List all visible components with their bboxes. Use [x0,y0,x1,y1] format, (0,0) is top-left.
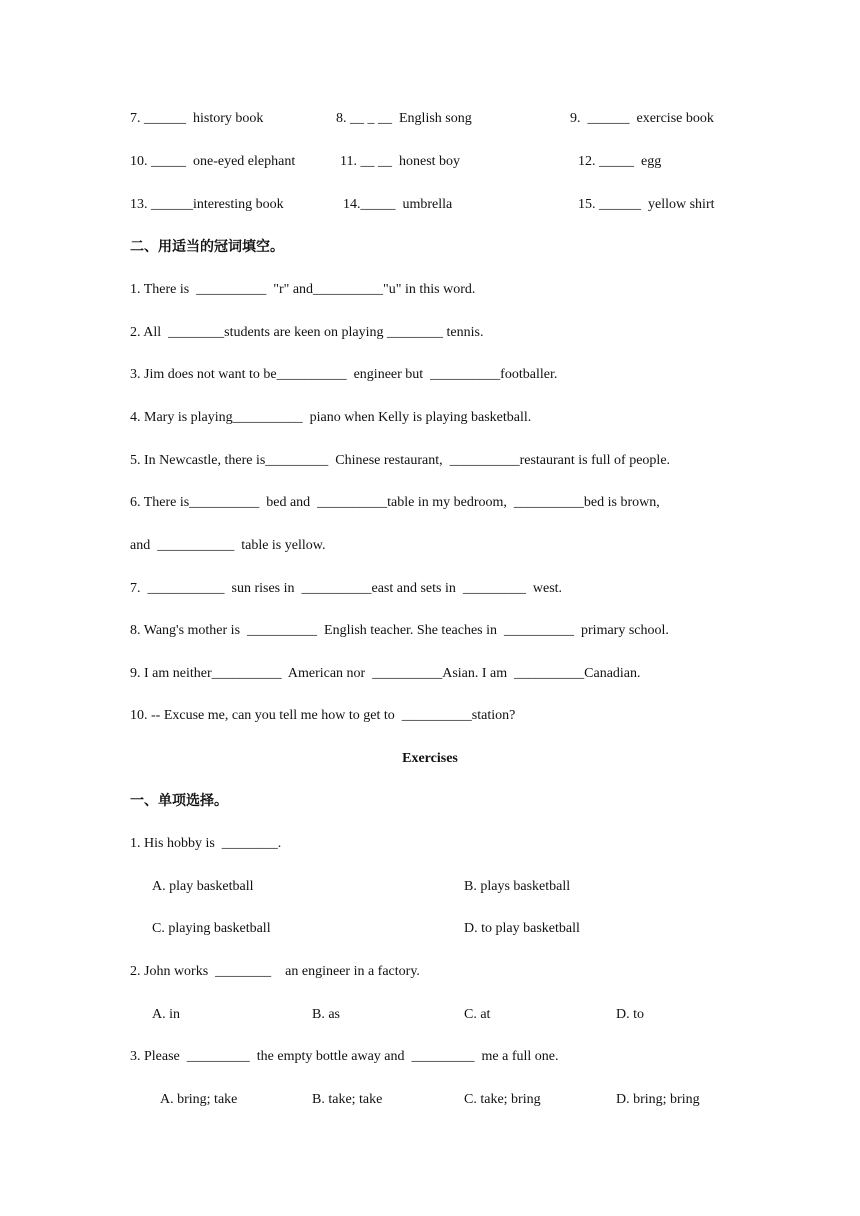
exercises-title: Exercises [402,751,458,766]
option-c: C. at [464,1007,491,1022]
question-line: 2. All ________students are keen on playing ________ tennis. [130,325,484,340]
option-a: A. play basketball [152,879,254,894]
option-b: B. take; take [312,1092,383,1107]
option-a: A. bring; take [160,1092,238,1107]
article-item: 12. _____ egg [578,154,662,169]
article-item: 14._____ umbrella [343,197,453,212]
question-line: 10. -- Excuse me, can you tell me how to get to __________station? [130,708,516,723]
section-heading: 一、单项选择。 [130,793,228,809]
question-line: 3. Jim does not want to be__________ engineer but __________footballer. [130,367,558,382]
option-c: C. playing basketball [152,921,271,936]
article-item: 11. __ __ honest boy [340,154,461,169]
option-a: A. in [152,1007,180,1022]
option-d: D. bring; bring [616,1092,700,1107]
question-line: 4. Mary is playing__________ piano when Kelly is playing basketball. [130,410,532,425]
question-stem: 1. His hobby is ________. [130,836,282,851]
option-d: D. to play basketball [464,921,580,936]
question-line: and ___________ table is yellow. [130,538,326,553]
option-d: D. to [616,1007,644,1022]
question-line: 1. There is __________ "r" and__________"u" in this word. [130,282,476,297]
question-stem: 3. Please _________ the empty bottle away and _________ me a full one. [130,1049,559,1064]
section-heading: 二、用适当的冠词填空。 [130,239,284,255]
article-item: 15. ______ yellow shirt [578,197,715,212]
question-line: 6. There is__________ bed and __________table in my bedroom, __________bed is brown, [130,495,660,510]
article-item: 7. ______ history book [130,111,264,126]
article-item: 9. ______ exercise book [570,111,714,126]
option-b: B. plays basketball [464,879,571,894]
option-b: B. as [312,1007,340,1022]
question-stem: 2. John works ________ an engineer in a factory. [130,964,420,979]
option-c: C. take; bring [464,1092,541,1107]
article-item: 13. ______interesting book [130,197,284,212]
article-item: 8. __ _ __ English song [336,111,472,126]
article-item: 10. _____ one-eyed elephant [130,154,296,169]
question-line: 7. ___________ sun rises in __________east and sets in _________ west. [130,581,563,596]
question-line: 8. Wang's mother is __________ English teacher. She teaches in __________ primary school. [130,623,669,638]
question-line: 9. I am neither__________ American nor __________Asian. I am __________Canadian. [130,666,641,681]
question-line: 5. In Newcastle, there is_________ Chinese restaurant, __________restaurant is full of people. [130,453,671,468]
